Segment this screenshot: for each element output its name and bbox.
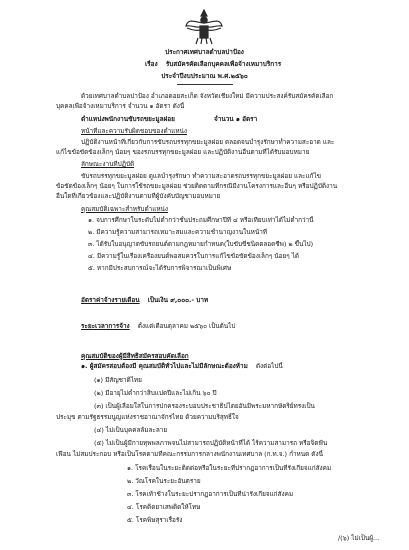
disease-item: ๒. วัณโรคในระยะอันตราย: [127, 477, 201, 485]
disease-item: ๓. โรคเท้าช้างในระยะปรากฏอาการเป็นที่น่ารังเกียจแก่สังคม: [127, 490, 294, 498]
wage-label: อัตราค่าจ้างรายเดือน: [81, 296, 140, 304]
applicant-item-continuation: เฟือน ไม่สมประกอบ หรือเป็นโรคตามที่คณะกรรมการกลางพนักงานเทศบาล (ก.ท.จ.) กำหนด ดังนี้: [56, 450, 323, 458]
intro-line-1: ด้วยเทศบาลตำบลปาป้อง อำเภอดอยสะเก็ด จังหวัดเชียงใหม่ มีความประสงค์รับสมัครคัดเลือก: [81, 92, 334, 100]
qualification-item: ๑. จบการศึกษาในระดับไม่ต่ำกว่าชั้นประถมศึกษาปีที่ ๔ หรือเทียบเท่าได้ไม่ต่ำกว่านี้: [88, 216, 314, 224]
disease-item: ๕. โรคพิษสุราเรื้อรัง: [127, 516, 183, 524]
org-title: ประกาศเทศบาลตำบลปาป้อง: [165, 48, 244, 56]
continuation-note: /(๖) ไม่เป็นผู้...: [338, 534, 380, 542]
applicant-sub-tail: ดังต่อไปนี้: [255, 362, 283, 370]
sample-duties-line-2: ข้อขัดข้องเล็กๆ น้อยๆ ในการใช้รถขยะมูลฝอย ช่วยติดตามที่กรณีมีงานโครงการและอื่นๆ หรือปฏิบัติงาน: [56, 182, 338, 190]
duties-line-2: แก้ไขข้อขัดข้องเล็กๆ น้อยๆ ของรถบรรทุกขยะมูลฝอย และปฏิบัติงานอื่นตามที่ได้รับมอบหมาย: [56, 148, 310, 156]
qualification-item: ๕. หากมีประสบการณ์จะได้รับการพิจารณาเป็นพิเศษ: [88, 264, 232, 272]
subject-line: [145, 60, 305, 68]
applicant-item: (๒) มีอายุไม่ต่ำกว่าสิบแปดปีและไม่เกิน ๖๐ ปี: [94, 389, 217, 397]
qualification-item: ๓. ได้รับใบอนุญาตขับรถยนต์ตามกฎหมายกำหนด(ใบขับขี่ชนิดตลอดชีพ) ๒ ขึ้นไป): [88, 240, 314, 248]
intro-line-2: บุคคลเพื่อจ้างเหมาบริการ จำนวน ๑ อัตรา ดังนี้: [56, 102, 185, 110]
position-label: ตำแหน่งพนักงานขับรถขยะมูลฝอย: [81, 115, 175, 123]
qualification-item: ๔. มีความรู้ในเรื่องเครื่องยนต์พอสมควรในการแก้ไขข้อขัดข้องเล็กๆ น้อยๆ ได้: [88, 252, 300, 260]
applicant-sub-row: [81, 362, 283, 370]
disease-item: ๑. โรคเรื้อนในระยะติดต่อหรือในระยะที่ปรากฏอาการเป็นที่รังเกียจแก่สังคม: [127, 464, 332, 472]
fiscal-year: ประจำปีงบประมาณ พ.ศ.๒๕๖๐: [161, 72, 248, 80]
sample-duties-line-3: อื่นใดที่เกี่ยวข้องและปฏิบัติงานตามที่ผู้บังคับบัญชามอบหมาย: [56, 192, 221, 200]
sample-duties-heading: ลักษณะงานที่ปฏิบัติ: [81, 160, 135, 168]
applicant-item-continuation: ประมุข ตามรัฐธรรมนูญแห่งราชอาณาจักรไทย ด้วยความบริสุทธิ์ใจ: [56, 413, 239, 421]
applicant-item: (๓) เป็นผู้เลื่อมใสในการปกครองระบอบประชาธิปไตยอันมีพระมหากษัตริย์ทรงเป็น: [94, 402, 315, 410]
period-row: [81, 322, 235, 330]
applicant-sub: ๑. ผู้สมัครสอบต้องมี คุณสมบัติทั่วไปและไม่มีลักษณะต้องห้าม: [81, 362, 248, 370]
applicant-item: (๕) ไม่เป็นผู้มีกายทุพพลภาพจนไม่สามารถปฏิบัติหน้าที่ได้ ไร้ความสามารถ หรือจิตฟั่น: [94, 439, 328, 447]
subject-text: รับสมัครคัดเลือกบุคคลเพื่อจ้างเหมาบริการ: [165, 60, 282, 68]
applicant-item: (๔) ไม่เป็นบุคคลล้มละลาย: [94, 426, 168, 434]
position-count: จำนวน ๑ อัตรา: [214, 115, 258, 123]
duties-line-1: ปฏิบัติงานหน้าที่เกี่ยวกับการขับรถบรรทุกขยะมูลฝอย ตลอดจนบำรุงรักษาทำความสะอาด และ: [81, 138, 335, 146]
garuda-emblem-icon: [184, 6, 224, 46]
subject-prefix: เรื่อง: [145, 60, 158, 68]
applicant-item: (๑) มีสัญชาติไทย: [94, 376, 142, 384]
wage-value: เป็นเงิน ๙,๐๐๐.- บาท: [147, 296, 209, 304]
wage-row: [81, 296, 208, 304]
duties-heading: หน้าที่และความรับผิดชอบของตำแหน่ง: [81, 127, 188, 135]
period-value: ตั้งแต่เดือนตุลาคม ๒๕๖๐ เป็นต้นไป: [137, 322, 236, 330]
disease-item: ๔. โรคติดยาเสพติดให้โทษ: [127, 503, 201, 511]
header-divider: [177, 84, 233, 85]
applicant-heading: คุณสมบัติของผู้มีสิทธิสมัครสอบคัดเลือก: [81, 352, 189, 360]
sample-duties-line-1: ขับรถบรรทุกขยะมูลฝอย ดูแลบำรุงรักษา ทำความสะอาดรถบรรทุกขยะมูลฝอย และแก้ไข: [81, 172, 322, 180]
qualifications-heading: คุณสมบัติเฉพาะสำหรับตำแหน่ง: [81, 205, 169, 213]
qualification-item: ๒. มีความรู้ความสามารถเหมาะสมและความชำนาญงานในหน้าที่: [88, 228, 267, 236]
period-label: ระยะเวลาการจ้าง: [81, 322, 130, 330]
